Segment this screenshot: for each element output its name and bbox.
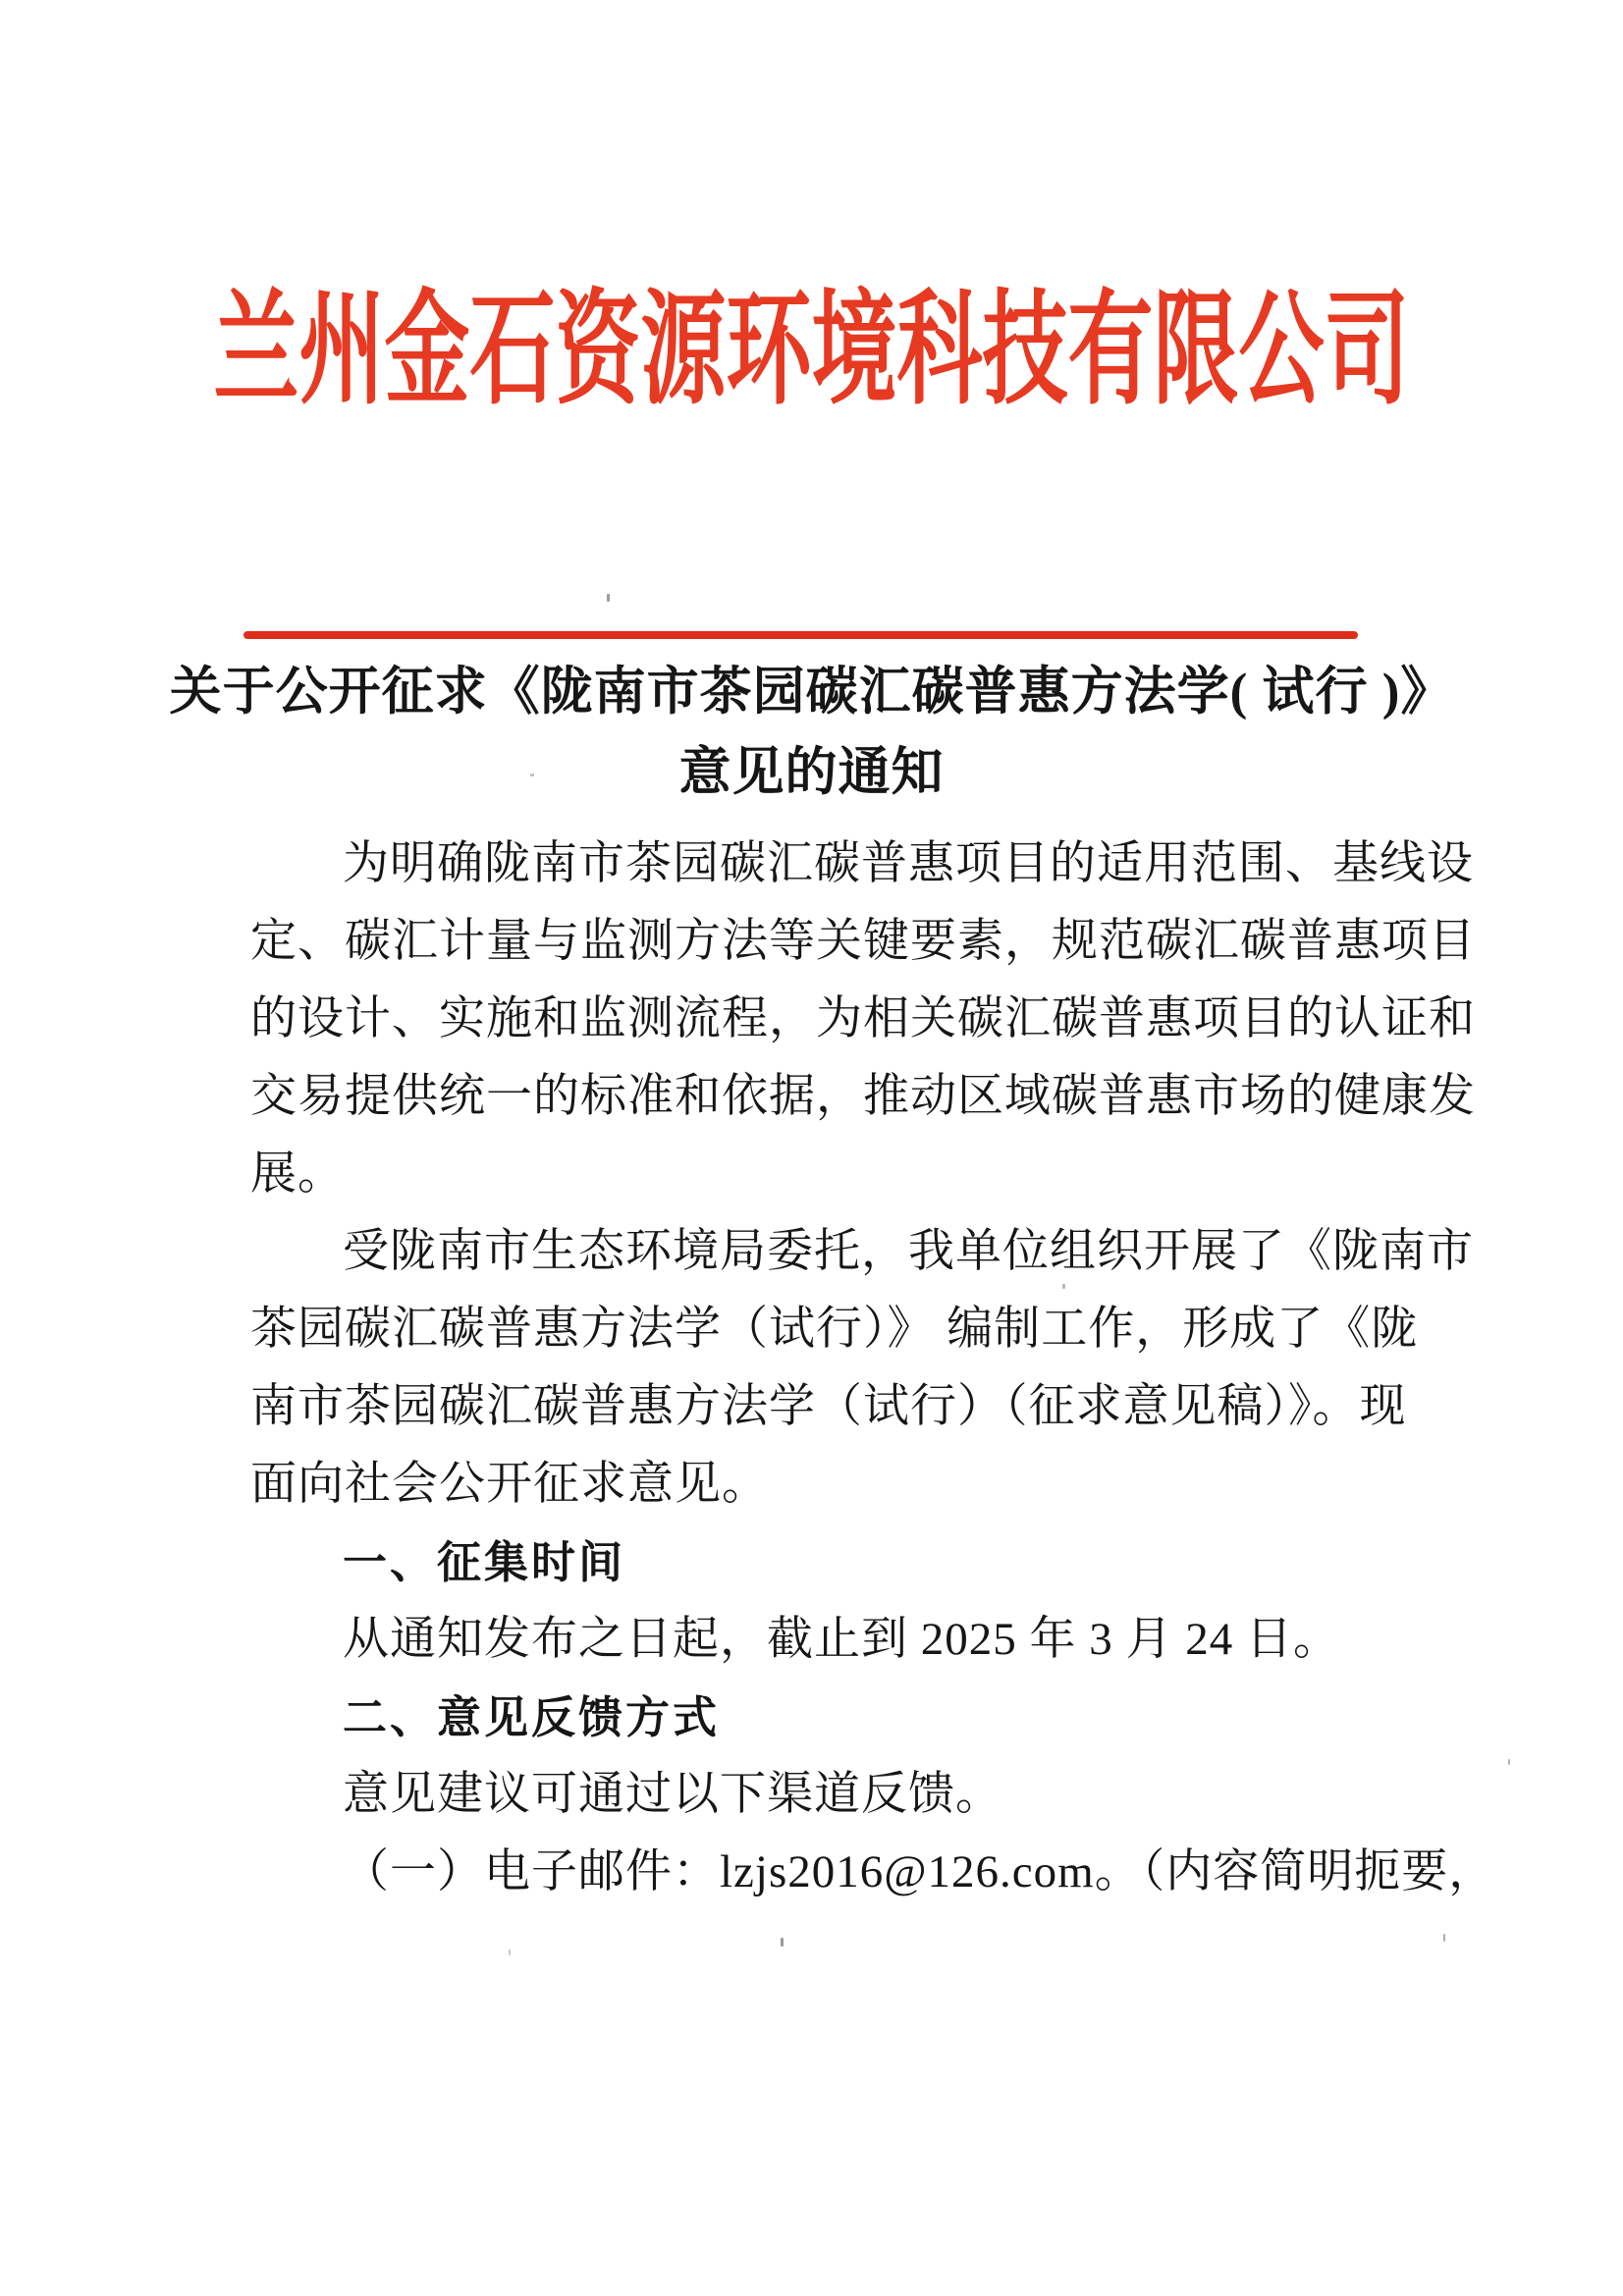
scan-speck <box>1508 1759 1510 1765</box>
body-line-deadline: 从通知发布之日起，截止到 2025 年 3 月 24 日。 <box>343 1614 1340 1665</box>
body-line: 受陇南市生态环境局委托，我单位组织开展了《陇南市 <box>343 1226 1474 1277</box>
scan-speck <box>781 1938 784 1947</box>
scan-speck <box>509 1949 511 1955</box>
document-title-line1: 关于公开征求《陇南市茶园碳汇碳普惠方法学( 试行 )》 <box>169 664 1454 721</box>
section-heading-feedback-method: 二、意见反馈方式 <box>343 1692 721 1742</box>
section-heading-collection-time: 一、征集时间 <box>343 1537 626 1587</box>
document-title <box>124 652 1499 813</box>
letterhead-divider-rule <box>243 631 1358 639</box>
scan-speck <box>607 594 610 602</box>
scan-speck <box>1062 1284 1065 1289</box>
body-line: 定、碳汇计量与监测方法等关键要素，规范碳汇碳普惠项目 <box>250 916 1476 967</box>
body-line: 的设计、实施和监测流程，为相关碳汇碳普惠项目的认证和 <box>250 993 1476 1044</box>
body-line: 南市茶园碳汇碳普惠方法学（试行）（征求意见稿）》。现 <box>250 1381 1407 1432</box>
body-line: 为明确陇南市茶园碳汇碳普惠项目的适用范围、基线设 <box>343 838 1474 889</box>
body-line: 面向社会公开征求意见。 <box>250 1459 769 1510</box>
document-title-line2: 意见的通知 <box>678 744 945 801</box>
body-line-email: （一）电子邮件：lzjs2016@126.com。（内容简明扼要， <box>343 1846 1496 1897</box>
document-body <box>250 826 1496 1911</box>
company-letterhead <box>0 280 1623 419</box>
body-line: 茶园碳汇碳普惠方法学（试行）》 编制工作，形成了《陇 <box>250 1304 1419 1355</box>
company-name-text: 兰州金石资源环境科技有限公司 <box>213 280 1410 419</box>
body-line: 意见建议可通过以下渠道反馈。 <box>343 1769 1002 1820</box>
body-line: 展。 <box>250 1148 345 1200</box>
scan-speck <box>1443 1934 1445 1942</box>
body-line: 交易提供统一的标准和依据，推动区域碳普惠市场的健康发 <box>250 1071 1476 1122</box>
scan-speck <box>530 774 534 776</box>
